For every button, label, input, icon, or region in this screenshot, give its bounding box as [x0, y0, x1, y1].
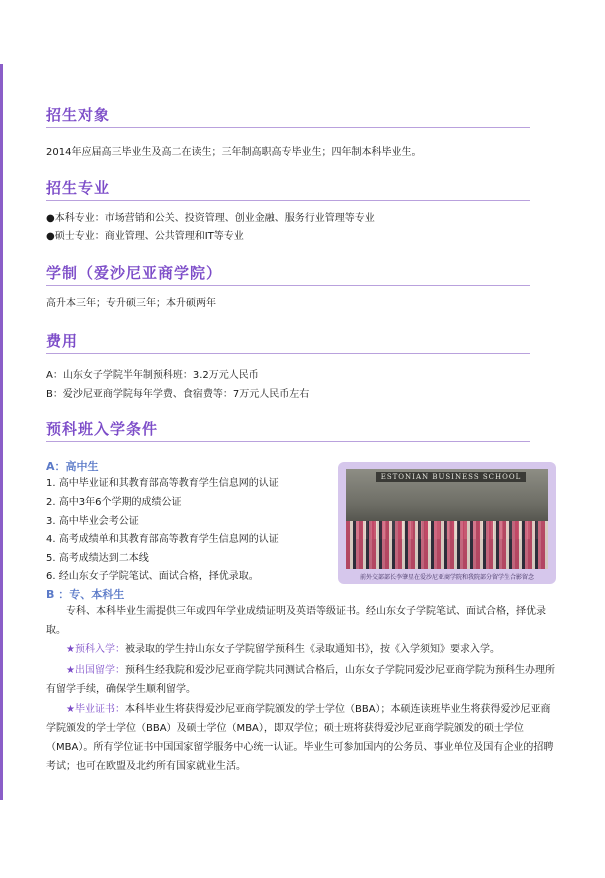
- fees-item: A：山东女子学院半年制预科班：3.2万元人民币: [46, 370, 259, 381]
- heading-majors: 招生专业: [46, 179, 111, 197]
- note-paragraph: [46, 640, 556, 659]
- note-text: 预科生经我院和爱沙尼亚商学院共同测试合格后，山东女子学院同爱沙尼亚商学院为预科生办理所有留学手续，确保学生顺利留学。: [46, 665, 555, 695]
- divider: [46, 200, 530, 201]
- divider: [46, 353, 530, 354]
- divider: [46, 441, 530, 442]
- list-item: 3. 高中毕业会考公证: [46, 516, 139, 527]
- list-item: 2. 高中3年6个学期的成绩公证: [46, 497, 182, 508]
- photo-crowd-front: [346, 521, 548, 569]
- list-item: 4. 高考成绩单和其教育部高等教育学生信息网的认证: [46, 534, 279, 545]
- group-b-label: B ：专、本科生: [46, 588, 125, 601]
- fees-item: B：爱沙尼亚商学院每年学费、食宿费等：7万元人民币左右: [46, 389, 310, 400]
- divider: [46, 127, 530, 128]
- note-paragraph: [46, 661, 556, 699]
- heading-system: 学制（爱沙尼亚商学院）: [46, 264, 223, 282]
- page-edge-bar: [0, 64, 3, 800]
- note-paragraph: [46, 700, 556, 776]
- group-a-label: A：高中生: [46, 460, 99, 473]
- heading-fees: 费用: [46, 332, 79, 350]
- list-item: 1. 高中毕业证和其教育部高等教育学生信息网的认证: [46, 478, 279, 489]
- note-text: 本科毕业生将获得爱沙尼亚商学院颁发的学士学位（BBA）；本硕连读班毕业生将获得爱沙尼亚商学院颁发的学士学位（BBA）及硕士学位（MBA），即双学位；硕士班将获得爱沙尼亚商学院颁发的硕士学位（MBA）。所有学位证书中国国家留学服务中心统一认证。毕业生可参加国内的公务员、事业单位及国有企业的招聘考试；也可在欧盟及北约所有国家就业生活。: [46, 704, 554, 772]
- photo-banner: ESTONIAN BUSINESS SCHOOL: [376, 472, 526, 482]
- note-text: 被录取的学生持山东女子学院留学预科生《录取通知书》，按《入学须知》要求入学。: [124, 644, 500, 655]
- note-label: ★预科入学：: [66, 644, 125, 655]
- majors-item: ●硕士专业：商业管理、公共管理和IT等专业: [46, 231, 244, 242]
- group-photo-frame: [338, 462, 556, 584]
- majors-item: ●本科专业：市场营销和公关、投资管理、创业金融、服务行业管理等专业: [46, 213, 375, 224]
- group-b-text: 专科、本科毕业生需提供三年或四年学业成绩证明及英语等级证书。经山东女子学院笔试、面试合格，择优录取。: [46, 606, 546, 636]
- heading-prep: 预科班入学条件: [46, 420, 159, 438]
- divider: [46, 285, 530, 286]
- note-label: ★毕业证书：: [66, 704, 125, 715]
- system-text: 高升本三年；专升硕三年；本升硕两年: [46, 298, 216, 309]
- list-item: 6. 经山东女子学院笔试、面试合格，择优录取。: [46, 571, 259, 582]
- photo-caption: 前外交部部长李肇星在爱沙尼亚商学院和我院部分留学生合影留念: [359, 574, 534, 581]
- list-item: 5. 高考成绩达到二本线: [46, 553, 149, 564]
- heading-target: 招生对象: [46, 106, 111, 124]
- note-label: ★出国留学：: [66, 665, 125, 676]
- group-photo: [346, 469, 548, 569]
- target-text: 2014年应届高三毕业生及高二在读生；三年制高职高专毕业生；四年制本科毕业生。: [46, 147, 422, 158]
